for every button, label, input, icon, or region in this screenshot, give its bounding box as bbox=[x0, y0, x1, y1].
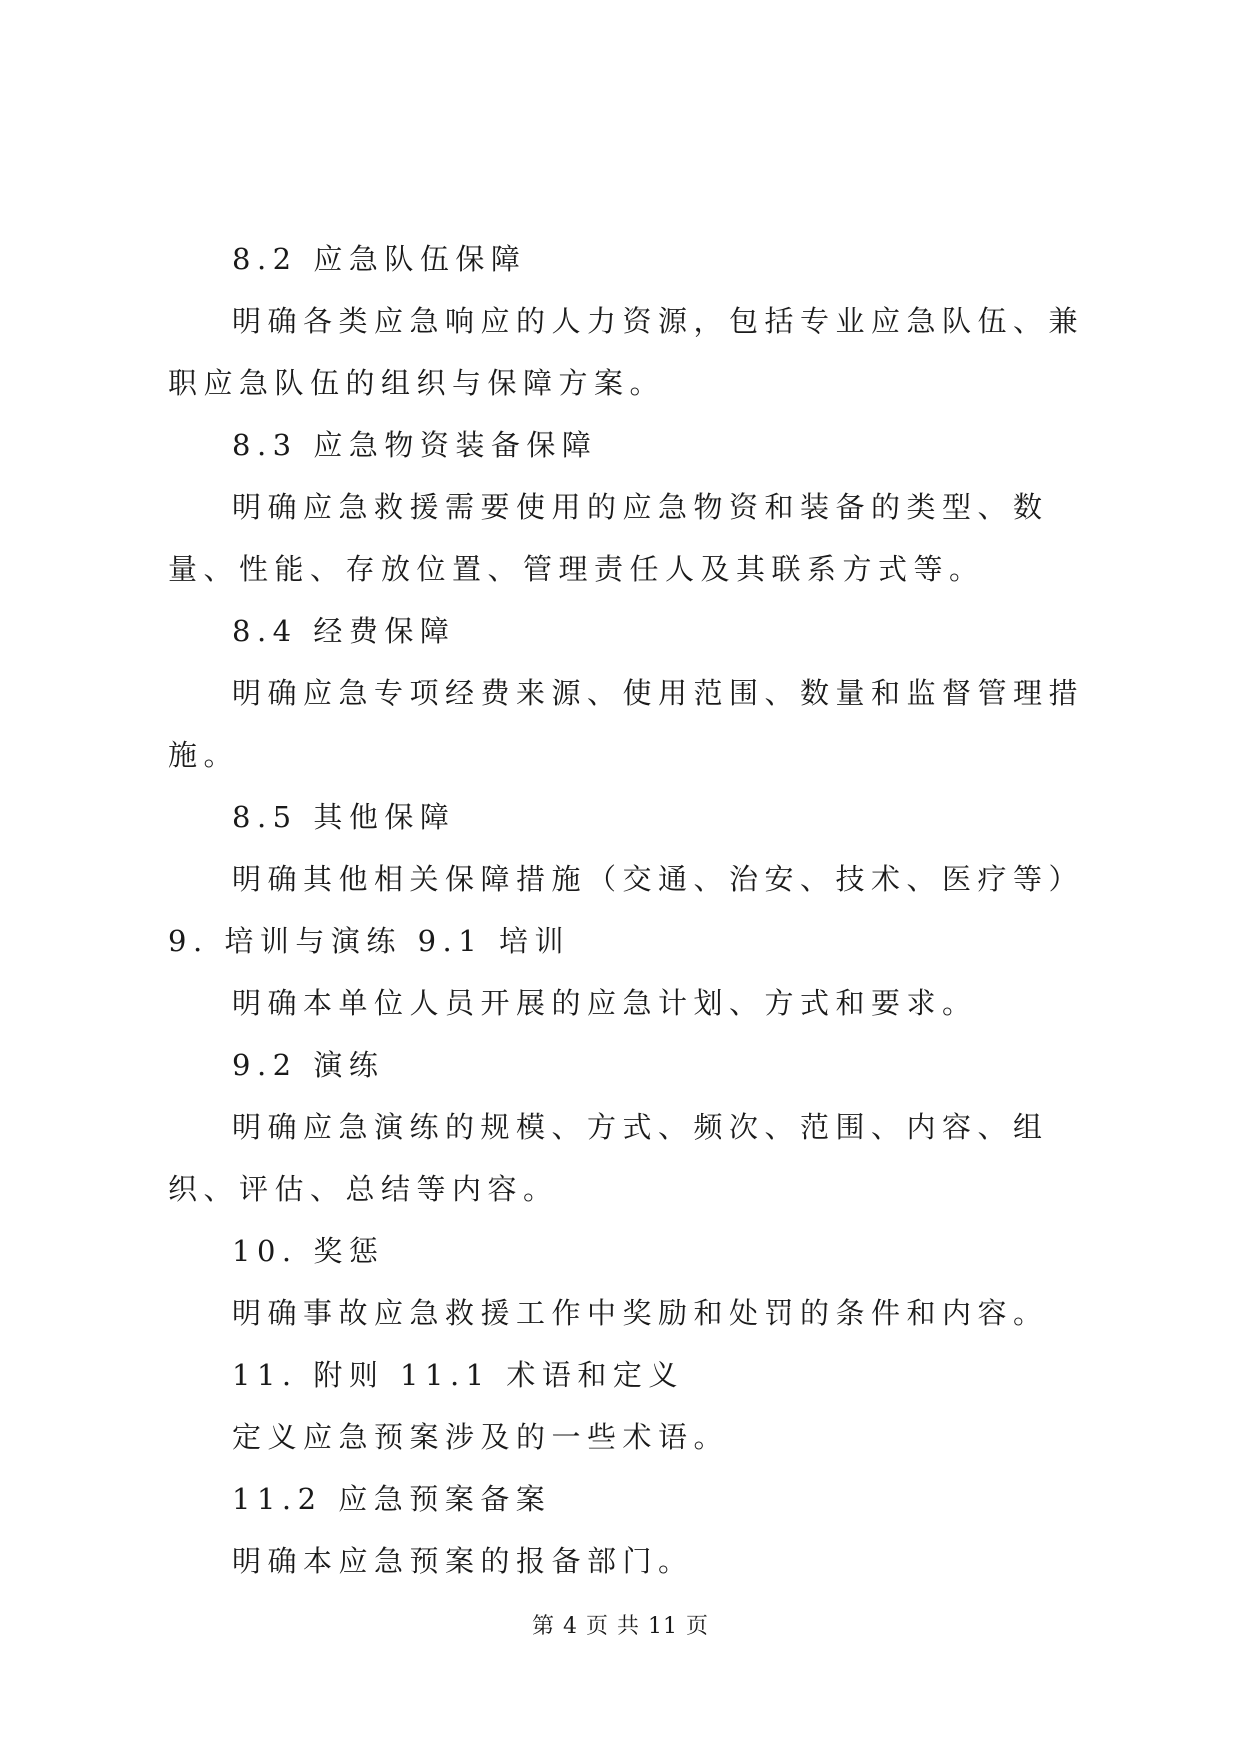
paragraph-9-2-body: 明确应急演练的规模、方式、频次、范围、内容、组织、评估、总结等内容。 bbox=[168, 1110, 1049, 1206]
paragraph-8-2-body: 明确各类应急响应的人力资源，包括专业应急队伍、兼职应急队伍的组织与保障方案。 bbox=[168, 304, 1085, 400]
paragraph-10-body: 明确事故应急救援工作中奖励和处罚的条件和内容。 bbox=[232, 1296, 1049, 1330]
paragraph-8-3-body: 明确应急救援需要使用的应急物资和装备的类型、数量、性能、存放位置、管理责任人及其联系方式等。 bbox=[168, 490, 1049, 586]
document-body bbox=[168, 228, 1088, 1592]
heading-11-1: 11. 附则 11.1 术语和定义 bbox=[232, 1358, 684, 1392]
paragraph-8-5-body: 明确其他相关保障措施（交通、治安、技术、医疗等）9. 培训与演练 9.1 培训 bbox=[168, 862, 1085, 958]
paragraph-8-4-body: 明确应急专项经费来源、使用范围、数量和监督管理措施。 bbox=[168, 676, 1085, 772]
heading-10: 10. 奖惩 bbox=[232, 1234, 385, 1268]
heading-8-4: 8.4 经费保障 bbox=[232, 614, 456, 648]
paragraph-9-1-body: 明确本单位人员开展的应急计划、方式和要求。 bbox=[232, 986, 978, 1020]
heading-8-5: 8.5 其他保障 bbox=[232, 800, 456, 834]
heading-8-3: 8.3 应急物资装备保障 bbox=[232, 428, 598, 462]
heading-8-2: 8.2 应急队伍保障 bbox=[232, 242, 527, 276]
paragraph-11-2-body: 明确本应急预案的报备部门。 bbox=[232, 1544, 694, 1578]
page-number-footer: 第 4 页 共 11 页 bbox=[532, 1614, 709, 1639]
heading-9-2: 9.2 演练 bbox=[232, 1048, 385, 1082]
heading-11-2: 11.2 应急预案备案 bbox=[232, 1482, 552, 1516]
paragraph-11-1-body: 定义应急预案涉及的一些术语。 bbox=[232, 1420, 730, 1454]
